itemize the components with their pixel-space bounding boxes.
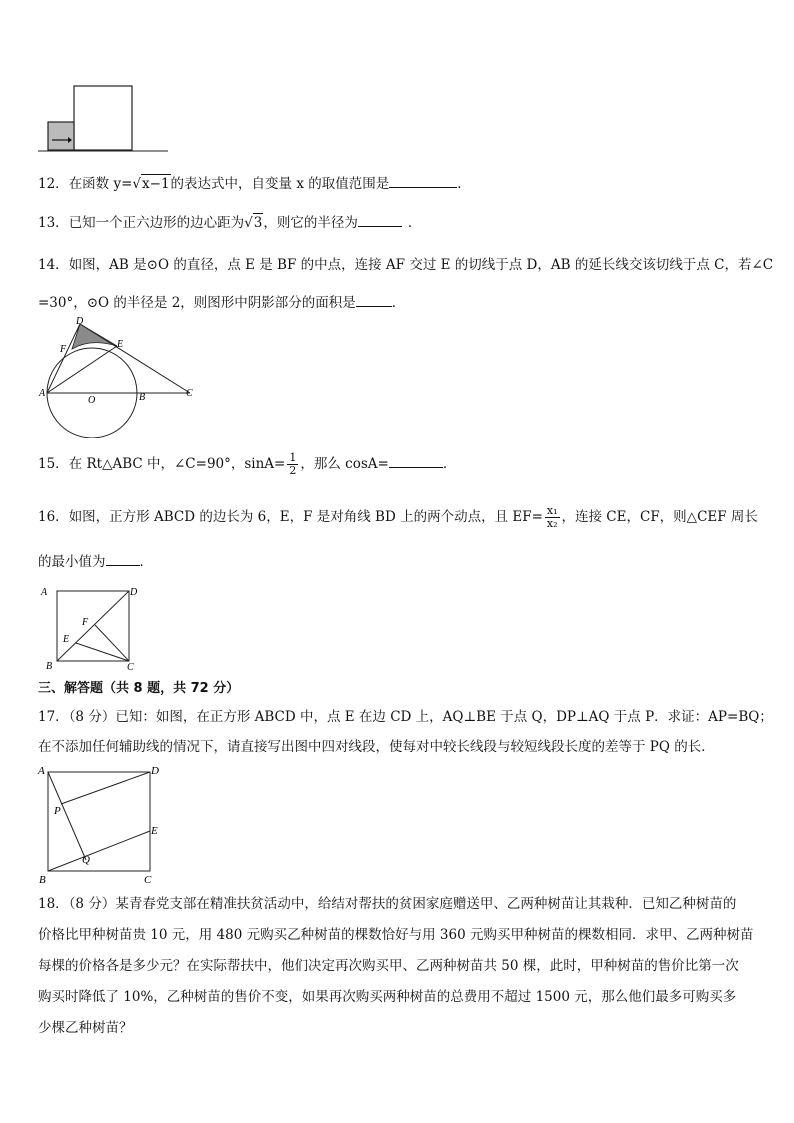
- label-a: A: [39, 388, 46, 399]
- question-12: 12．在函数 y=√x−1的表达式中，自变量 x 的取值范围是 ．: [38, 173, 471, 193]
- label-b: B: [46, 661, 53, 672]
- label-c: C: [186, 388, 193, 399]
- q16-text-1: 如图，正方形 ABCD 的边长为 6，E，F 是对角线 BD 上的两个动点，且 EF=: [68, 509, 543, 525]
- q12-radicand: x−1: [142, 176, 170, 192]
- q18-text-2: 价格比甲种树苗贵 10 元，用 480 元购买乙种树苗的棵数恰好与用 360 元购买甲种树苗的棵数相同．求甲、乙两种树苗: [38, 927, 754, 943]
- label-e: E: [117, 339, 124, 350]
- q17-number: 17．: [38, 709, 69, 725]
- q18-text-3: 每棵的价格各是多少元？在实际帮扶中，他们决定再次购买甲、乙两种树苗共 50 棵，此时，甲种树苗的售价比第一次: [38, 958, 739, 974]
- q12-text-2: 的表达式中，自变量 x 的取值范围是: [170, 176, 390, 192]
- question-17-line-1: [38, 708, 773, 726]
- label-o: O: [88, 395, 96, 406]
- question-15: 15．在 Rt△ABC 中，∠C=90°，sinA= $\frac{1}{2}$ ，那么 cosA= ．: [38, 451, 457, 477]
- line-ad: [47, 324, 80, 393]
- q18-text-5: 少棵乙种树苗？: [38, 1020, 133, 1036]
- q17-figure: [36, 762, 166, 888]
- question-18-line-5: [38, 1019, 133, 1037]
- question-14-line-2: =30°，⊙O 的半径是 2，则图形中阴影部分的面积是 ．: [38, 292, 405, 312]
- q15-text-2: ，那么 cosA=: [300, 456, 389, 472]
- q15-text-1: 在 Rt△ABC 中，∠C=90°，sinA=: [68, 456, 286, 472]
- line-be: [48, 831, 150, 871]
- q17-text-1: （8 分）已知：如图，在正方形 ABCD 中，点 E 在边 CD 上，AQ⊥BE 于点 Q，DP⊥AQ 于点 P．求证：AP=BQ；: [68, 709, 773, 725]
- q17-text-2: 在不添加任何辅助线的情况下，请直接写出图中四对线段，使每对中较长线段与较短线段长度的差等于 PQ 的长．: [38, 739, 715, 755]
- label-f: F: [82, 617, 89, 628]
- q14-number: 14．: [38, 257, 69, 273]
- q12-number: 12．: [38, 176, 69, 192]
- q14-text-2: =30°，⊙O 的半径是 2，则图形中阴影部分的面积是: [38, 295, 356, 311]
- q18-text-4: 购买时降低了 10%，乙种树苗的售价不变，如果再次购买两种树苗的总费用不超过 1500 元，那么他们最多可购买多: [38, 989, 737, 1005]
- label-e: E: [63, 634, 70, 645]
- q12-text-1: 在函数 y=: [68, 176, 133, 192]
- q12-answer-blank[interactable]: [389, 173, 457, 188]
- label-p: P: [54, 805, 61, 817]
- label-a: A: [41, 587, 48, 598]
- line-ae: [47, 346, 117, 393]
- q16-figure: [38, 582, 142, 672]
- q14-text-1: 如图，AB 是⊙O 的直径，点 E 是 BF 的中点，连接 AF 交过 E 的切线于点 D，AB 的延长线交该切线于点 C，若∠C: [68, 257, 774, 273]
- label-c: C: [127, 662, 134, 672]
- label-d: D: [151, 765, 159, 777]
- q16-fraction: $\frac{\text{x₁}}{\text{x₂}}$: [546, 504, 558, 530]
- question-13: 13．已知一个正六边形的边心距为√3，则它的半径为 ．: [38, 212, 421, 232]
- label-d: D: [130, 587, 138, 598]
- q16-answer-blank[interactable]: [106, 551, 140, 566]
- label-d: D: [76, 316, 84, 327]
- question-14-line-1: [38, 256, 773, 274]
- q14-answer-blank[interactable]: [356, 292, 392, 307]
- q16-text-2: ，连接 CE，CF，则△CEF 周长: [561, 509, 758, 525]
- question-16-line-1: [38, 505, 758, 530]
- q15-answer-blank[interactable]: [389, 453, 443, 468]
- label-f: F: [60, 344, 67, 355]
- q13-answer-blank[interactable]: [358, 212, 402, 227]
- question-16-line-2: 的最小值为 ．: [38, 551, 153, 571]
- label-e: E: [151, 825, 158, 837]
- diagonal-bd: [57, 591, 129, 661]
- square-abcd: [48, 772, 150, 871]
- q16-number: 16．: [38, 509, 69, 525]
- label-q: Q: [82, 854, 90, 866]
- q13-number: 13．: [38, 215, 69, 231]
- question-17-line-2: [38, 738, 715, 756]
- line-dc: [80, 324, 190, 393]
- label-a: A: [38, 765, 45, 777]
- q15-fraction: $\frac{1}{2}$: [289, 451, 297, 477]
- q15-number: 15．: [38, 456, 69, 472]
- large-rect: [74, 86, 132, 150]
- small-shaded-rect: [48, 122, 74, 150]
- q13-text-2: ，则它的半径为: [263, 215, 358, 231]
- q18-text-1: （8 分）某青春党支部在精准扶贫活动中，给结对帮扶的贫困家庭赠送甲、乙两种树苗让其栽种．已知乙种树苗的: [68, 896, 737, 912]
- top-figure: [36, 84, 170, 154]
- q16-text-3: 的最小值为: [38, 554, 106, 570]
- q13-text-1: 已知一个正六边形的边心距为: [68, 215, 245, 231]
- question-18-line-4: [38, 988, 736, 1006]
- label-b: B: [139, 392, 146, 403]
- q18-number: 18．: [38, 896, 69, 912]
- q13-radicand: 3: [253, 215, 263, 231]
- question-18-line-1: [38, 895, 736, 913]
- label-c: C: [144, 874, 152, 886]
- section-heading: 三、解答题（共 8 题，共 72 分）: [38, 681, 240, 696]
- question-18-line-2: [38, 926, 753, 944]
- question-18-line-3: [38, 957, 739, 975]
- line-dp: [61, 772, 150, 804]
- q14-figure: [36, 316, 198, 438]
- label-b: B: [39, 874, 46, 886]
